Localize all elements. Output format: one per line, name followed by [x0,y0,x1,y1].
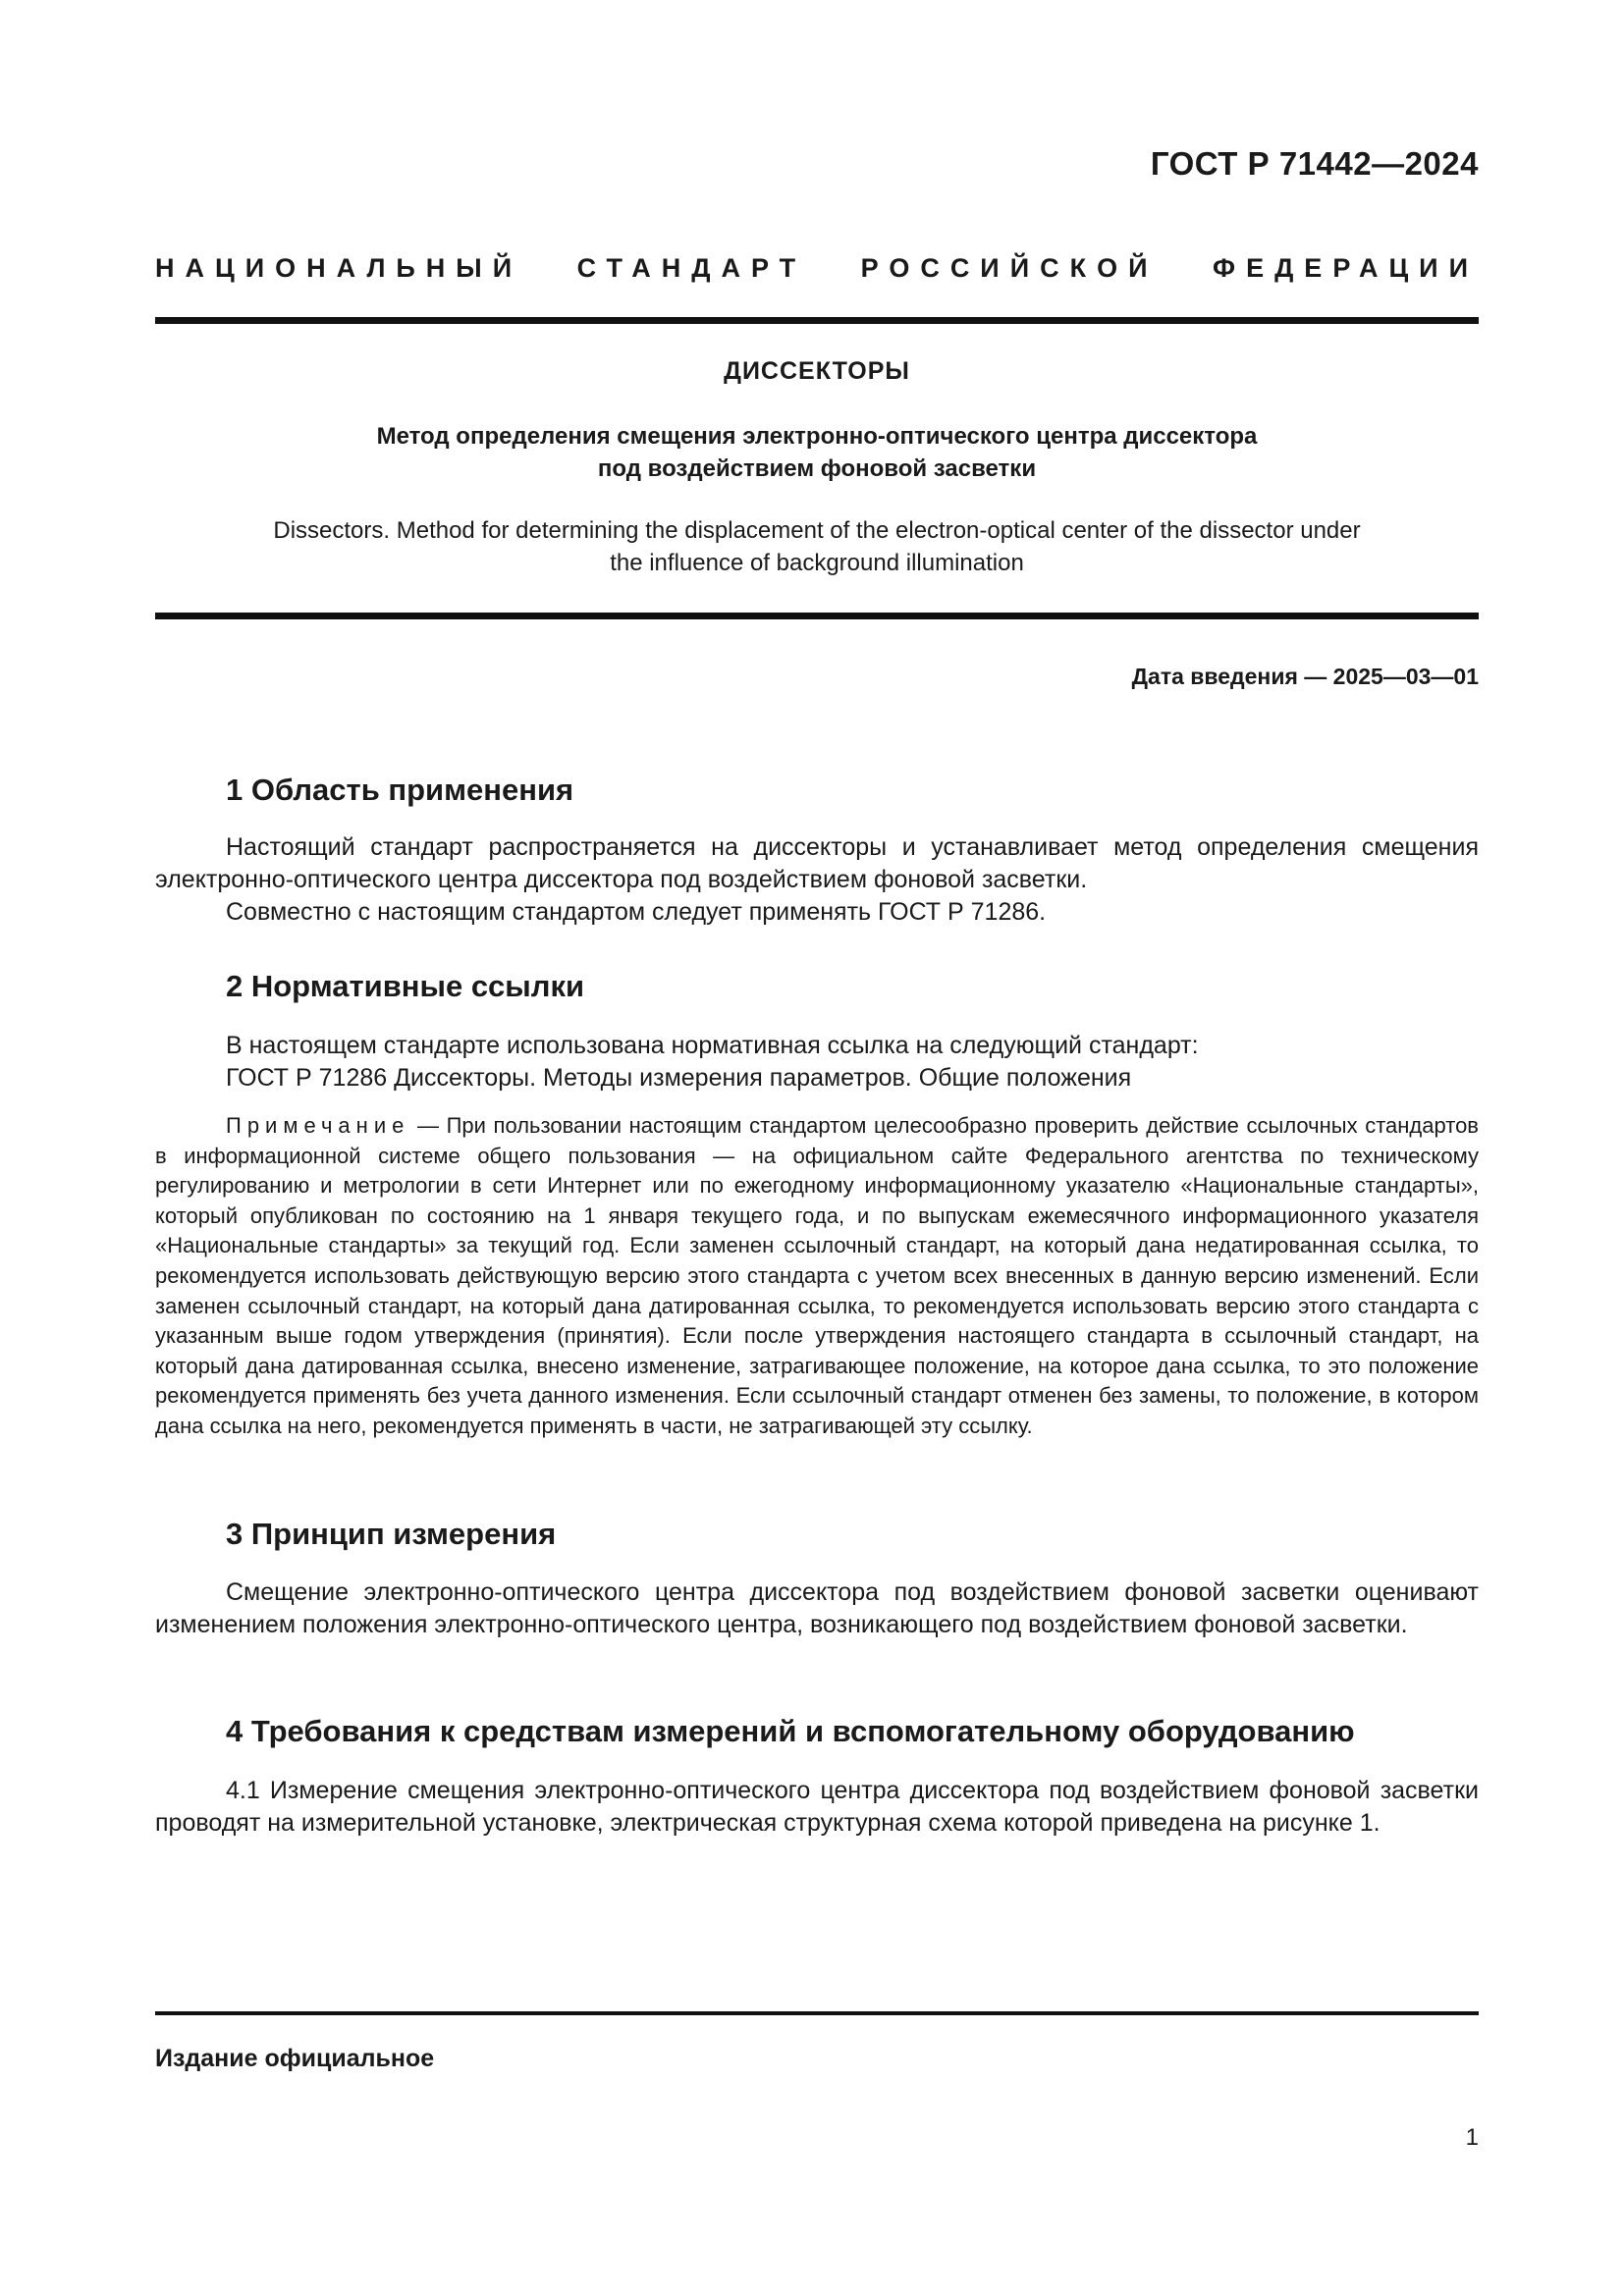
section-1-paragraph-2: Совместно с настоящим стандартом следует применять ГОСТ Р 71286. [226,898,1047,926]
note-text: — При пользовании настоящим стандартом целесообразно проверить действие ссылочных стандартов в информационной системе общего пользования — на официальном сайте Федерального агентства по техническому регулированию и метрологии в сети Интернет или по ежегодному информационному указателю «Национальные стандарты», который опубликован по состоянию на 1 января текущего года, и по выпускам ежемесячного информационного указателя «Национальные стандарты» за текущий год. Если заменен ссылочный стандарт, на который дана недатированная ссылка, то рекомендуется использовать действующую версию этого стандарта с учетом всех внесенных в данную версию изменений. Если заменен ссылочный стандарт, на который дана датированная ссылка, то рекомендуется использовать версию этого стандарта с указанным выше годом утверждения (принятия). Если после утверждения настоящего стандарта в ссылочный стандарт, на который дана датированная ссылка, внесено изменение, затрагивающее положение, на которое дана ссылка, то это положение рекомендуется применять без учета данного изменения. Если ссылочный стандарт отменен без замены, то положение, в котором дана ссылка на него, рекомендуется применять в части, не затрагивающей эту ссылку. [155,1113,1479,1438]
section-1-paragraph-1: Настоящий стандарт распространяется на диссекторы и устанавливает метод определения смещения электронно-оптического центра диссектора под воздействием фоновой засветки. [155,833,1479,893]
english-title [155,514,1479,579]
footer-divider [155,2011,1479,2015]
top-divider [155,317,1479,324]
section-2-paragraph-1: В настоящем стандарте использована нормативная ссылка на следующий стандарт: [226,1032,1199,1059]
section-3-heading: 3 Принцип измерения [226,1517,557,1551]
english-title-line-2: the influence of background illumination [610,550,1024,576]
subtitle-line-2: под воздействием фоновой засветки [597,455,1037,482]
section-2-reference: ГОСТ Р 71286 Диссекторы. Методы измерения параметров. Общие положения [226,1064,1132,1092]
section-4-paragraph-1: 4.1 Измерение смещения электронно-оптического центра диссектора под воздействием фоновой засветки проводят на измерительной установке, электрическая структурная схема которой приведена на рисунке 1. [155,1777,1479,1837]
english-title-line-1: Dissectors. Method for determining the displacement of the electron-optical center of the dissector under [273,517,1361,544]
subtitle-line-1: Метод определения смещения электронно-оптического центра диссектора [376,423,1258,450]
introduction-date: Дата введения — 2025—03—01 [1131,664,1479,689]
section-2-note [155,1111,1479,1442]
official-edition-label: Издание официальное [155,2045,435,2072]
document-title: ДИССЕКТОРЫ [724,357,910,385]
section-4-heading: 4 Требования к средствам измерений и вспомогательному оборудованию [226,1714,1355,1748]
section-3-paragraph-1: Смещение электронно-оптического центра диссектора под воздействием фоновой засветки оценивают изменением положения электронно-оптического центра, возникающего под воздействием фоновой засветки. [155,1578,1479,1638]
document-subtitle [155,420,1479,485]
section-2-heading: 2 Нормативные ссылки [226,969,585,1003]
page-number: 1 [1465,2124,1479,2151]
national-standard-title: НАЦИОНАЛЬНЫЙ СТАНДАРТ РОССИЙСКОЙ ФЕДЕРАЦИИ [155,253,1479,283]
title-divider [155,613,1479,619]
section-1-heading: 1 Область применения [226,773,574,807]
note-label: Примечание [226,1113,410,1138]
gost-number: ГОСТ Р 71442—2024 [1150,145,1479,182]
